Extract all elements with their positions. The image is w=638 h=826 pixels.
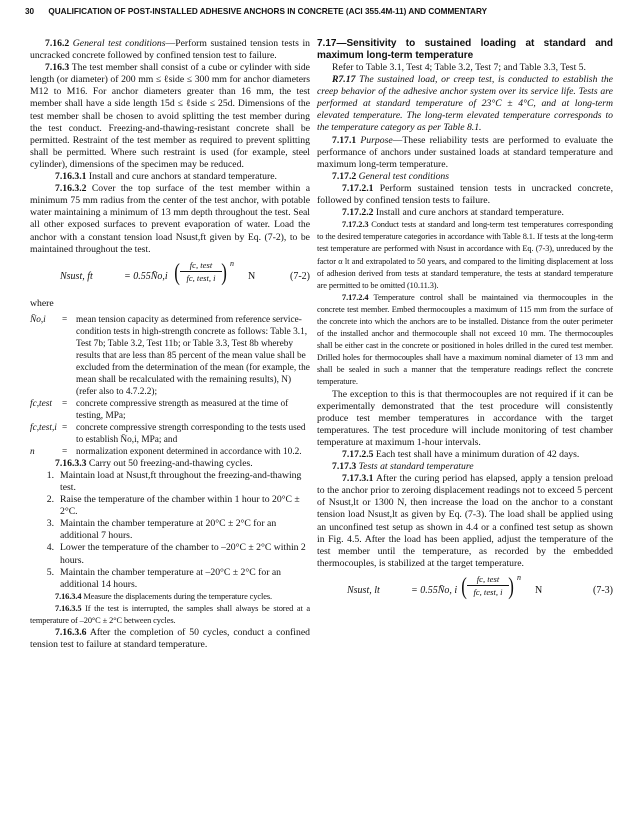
clause-number: 7.17.2: [332, 170, 357, 182]
step-text: Maintain the chamber temperature at –20°C ± 2°C for an additional 14 hours.: [60, 566, 282, 590]
clause-number: 7.17.2.3: [342, 220, 369, 230]
paragraph-7-17-3: [317, 461, 613, 473]
paragraph-7-16-3: [30, 62, 310, 171]
equation-unit: N: [535, 584, 543, 596]
equation-number: (7-2): [290, 270, 310, 282]
running-header: [25, 7, 615, 16]
paragraph-7-17-2-5: [317, 449, 613, 461]
equation-unit: N: [248, 270, 256, 282]
definition-item: [30, 422, 310, 446]
clause-number: 7.17.3: [332, 461, 357, 473]
paragraph-exception: The exception to this is that thermocouples are not required if it can be experimentally demonstrated that the test procedure will consistently produce test member temperatures in accordance with the target temperatures. The test procedure will include monitoring of test chamber temperature at maximum 1-hour intervals.: [317, 388, 613, 448]
commentary-text: The sustained load, or creep test, is conducted to establish the creep behavior of the adhesive anchor system over its service life. Tests are performed at standard temperature of 23°C ± 4°C, and at long-term elevated temperature. The long-term elevated temperature corresponds to the temperature category as per Table 8.1.: [317, 74, 613, 134]
paragraph-7-17-2-3: [317, 219, 613, 292]
clause-text: Conduct tests at standard and long-term test temperatures corresponding to the desired temperature categories in accordance with Table 8.1. If tests at the long-term test temperature are performed with Nsust in accordance with Eq. (7-3), unreduced by the factor α lt and extrapolated to 50 years, and compared to the limiting displacement at loss of adhesion derived from tests at standard temperature, the tests at standard temperature are permitted to be omitted (10.11.3).: [317, 220, 613, 290]
clause-number: 7.17.2.1: [342, 182, 374, 194]
fraction-numerator: fc, test: [467, 573, 509, 586]
definition-item: [30, 314, 310, 398]
equation-coefficient: = 0.55N̄o, i: [411, 584, 458, 596]
step-text: Maintain the chamber temperature at 20°C ± 2°C for an additional 7 hours.: [60, 518, 277, 542]
paragraph-7-17-2: [317, 171, 613, 183]
commentary-number: R7.17: [332, 74, 356, 86]
left-paren-glyph: (: [174, 259, 180, 286]
clause-text: —Perform sustained tension tests in uncracked concrete followed by confined tension test to failure.: [30, 38, 311, 62]
clause-text: Cover the top surface of the test member within a minimum 75 mm radius from the center of the test anchor, with potable water maintaining a minimum of 13 mm depth throughout the test. Seal all other exposed surfaces to prevent evaporation of water. Load the anchor with a constant tension load Nsust,ft given by Eq. (7-2), to be maintained throughout the test.: [30, 183, 310, 255]
freeze-thaw-steps: [30, 470, 310, 591]
definition-equals: =: [62, 422, 68, 433]
definition-text: normalization exponent determined in accordance with 10.2.: [76, 446, 302, 457]
clause-title: Purpose: [360, 134, 393, 146]
clause-number: 7.16.3.3: [55, 457, 87, 469]
equation-coefficient: = 0.55N̄o,i: [124, 270, 168, 282]
equation-fraction: [180, 259, 222, 284]
clause-text: Perform sustained tension tests in uncracked concrete, followed by confined tension tests to failure.: [317, 182, 613, 207]
right-column: [317, 38, 613, 612]
clause-title: General test conditions: [72, 38, 166, 49]
equation-fraction: [467, 573, 509, 598]
paragraph-7-16-3-3: [30, 458, 310, 470]
step-text: Lower the temperature of the chamber to –20°C ± 2°C within 2 hours.: [60, 542, 306, 566]
definition-symbol: fc,test: [30, 398, 52, 409]
where-label: where: [30, 297, 54, 309]
paragraph-7-17-3-1: [317, 473, 613, 570]
clause-text: If the test is interrupted, the samples shall always be stored at a temperature of –20°C ± 2°C between cycles.: [30, 603, 310, 625]
equation-exponent: n: [517, 572, 521, 582]
paragraph-7-16-3-6: [30, 627, 310, 651]
definition-text: concrete compressive strength as measured at the time of testing, MPa;: [76, 398, 289, 421]
step-number: 4.: [46, 542, 54, 554]
paragraph-7-16-3-1: [30, 171, 310, 183]
definition-symbol: fc,test,i: [30, 422, 57, 433]
definition-text: concrete compressive strength corresponding to the tests used to establish N̄o,i, MPa; and: [76, 422, 306, 445]
definition-item: [30, 398, 310, 422]
step-number: 1.: [46, 469, 54, 481]
commentary-r7-17: [317, 74, 613, 134]
paragraph-7-16-3-4: [30, 591, 310, 603]
clause-number: 7.17.2.4: [342, 292, 369, 302]
clause-text: Temperature control shall be maintained via thermocouples in the concrete test member. Embed thermocouples a maximum of 115 mm from the surface of the concrete into which the anchors are to be installed. Distance from the outer perimeter of the installed anchor and thermocouple shall not exceed 10 mm. The thermocouples shall be either cast in the concrete or positioned in holes drilled in the cured test member. Drilled holes for thermocouples shall have a maximum nominal diameter of 13 mm and shall be sealed in such a manner that the temperature readings reflect the concrete temperature.: [317, 292, 613, 387]
paragraph-7-16-2: [30, 38, 310, 62]
clause-title: Tests at standard temperature: [358, 461, 474, 473]
clause-number: 7.16.3.2: [55, 183, 87, 195]
equation-exponent: n: [230, 258, 234, 268]
paragraph-7-16-3-5: [30, 603, 310, 627]
left-paren-glyph: (: [461, 573, 467, 600]
equation-lhs: Nsust, lt: [347, 584, 380, 596]
definitions-list: [30, 314, 310, 458]
step-text: Maintain load at Nsust,ft throughout the freezing-and-thawing test.: [60, 469, 302, 493]
clause-number: 7.16.3: [45, 62, 70, 74]
definition-item: [30, 446, 310, 458]
step-item: [30, 470, 310, 494]
paragraph-7-17-2-4: [317, 292, 613, 389]
clause-number: 7.17.3.1: [342, 473, 374, 485]
running-title: QUALIFICATION OF POST-INSTALLED ADHESIVE ANCHORS IN CONCRETE (ACI 355.4M-11) AND COMMENTARY: [48, 7, 488, 16]
clause-number: 7.17.2.5: [342, 449, 374, 460]
clause-title: General test conditions: [358, 170, 450, 182]
clause-text: —These reliability tests are performed to evaluate the performance of anchors under sustained loads at standard temperature and maximum long-term temperature.: [317, 134, 614, 170]
section-heading-7-17: 7.17—Sensitivity to sustained loading at standard and maximum long-term temperature: [317, 38, 613, 61]
step-item: [30, 518, 310, 542]
paragraph-7-17-2-1: [317, 183, 613, 207]
equation-7-3: [317, 570, 613, 612]
left-column: [30, 38, 310, 651]
page-number: 30: [25, 7, 35, 16]
definition-symbol: N̄o,i: [30, 314, 46, 325]
fraction-denominator: fc, test, i: [186, 272, 216, 283]
clause-text: Install and cure anchors at standard temperature.: [86, 171, 277, 183]
right-paren-glyph: ): [221, 259, 227, 286]
clause-text: Install and cure anchors at standard temperature.: [373, 207, 564, 219]
step-item: [30, 494, 310, 518]
step-text: Raise the temperature of the chamber within 1 hour to 20°C ± 2°C.: [60, 494, 300, 518]
clause-number: 7.16.3.4: [55, 591, 82, 601]
clause-text: Carry out 50 freezing-and-thawing cycles.: [86, 457, 253, 469]
clause-text: The test member shall consist of a cube or cylinder with side length (or diameter) of 200 mm ≤ ℓside ≤ 300 mm for anchor diameters M12 to M16. For anchor diameters greater than 16 mm, the test member shall have a side length 15d ≤ ℓside ≤ 25d. Dimensions of the test member shall be chosen to avoid splitting the test member during the test conduct. Freezing-and-thawing-resistant concrete shall be permitted. Restraint of the test member as required to prevent splitting shall be permitted. Where such restraint is used (for example, steel cylinder), dimensions of the specimen may be reduced.: [30, 62, 310, 170]
definition-symbol: n: [30, 446, 35, 457]
clause-text: Measure the displacements during the temperature cycles.: [81, 591, 272, 601]
step-number: 3.: [46, 518, 54, 530]
clause-text: Each test shall have a minimum duration of 42 days.: [373, 449, 580, 460]
definition-equals: =: [62, 398, 68, 409]
clause-number: 7.16.3.1: [55, 171, 87, 183]
right-paren-glyph: ): [508, 573, 514, 600]
definition-equals: =: [62, 314, 68, 325]
paragraph-7-16-3-2: [30, 183, 310, 256]
definition-equals: =: [62, 446, 68, 457]
clause-text: After the curing period has elapsed, apply a tension preload to the anchor prior to zeroing displacement readings not to exceed 5 percent of Nsust,lt or 1300 N, then increase the load on the anchor to a constant tension load Nsust,lt as given by Eq. (7-3). The load shall be applied using an unconfined test setup as shown in 4.4 or a confined test setup as shown in Fig. 4.5. After the load has been applied, adjust the temperature of the test member until the temperature, as recorded by the embedded thermocouples, is stabilized at the target temperature.: [317, 473, 613, 569]
fraction-denominator: fc, test, i: [473, 586, 503, 597]
fraction-numerator: fc, test: [180, 259, 222, 272]
clause-number: 7.16.3.5: [55, 603, 82, 613]
clause-number: 7.17.2.2: [342, 207, 374, 219]
clause-number: 7.16.3.6: [55, 627, 87, 639]
clause-number: 7.16.2: [45, 38, 70, 49]
section-reference: Refer to Table 3.1, Test 4; Table 3.2, Test 7; and Table 3.3, Test 5.: [332, 62, 586, 73]
paragraph-7-17-1: [317, 135, 613, 171]
clause-text: After the completion of 50 cycles, conduct a confined tension test to failure at standard temperature.: [30, 627, 310, 651]
step-number: 5.: [46, 566, 54, 578]
step-number: 2.: [46, 494, 54, 506]
paragraph-7-17-2-2: [317, 207, 613, 219]
clause-number: 7.17.1: [332, 134, 357, 146]
equation-lhs: Nsust, ft: [60, 270, 93, 282]
equation-number: (7-3): [593, 584, 613, 596]
definition-text: mean tension capacity as determined from reference service-condition tests in high-strength concrete as follows: Table 3.1, Test 7b; Table 3.2, Test 11b; or Table 3.3, Test 8b whereby results that are less than 85 percent of the mean value shall be excluded from the determination of the mean (for example, the mean shall be recalculated with the remaining results), N) (refer also to 4.7.2.2);: [76, 314, 310, 397]
step-item: [30, 567, 310, 591]
equation-7-2: [30, 256, 310, 298]
step-item: [30, 542, 310, 566]
